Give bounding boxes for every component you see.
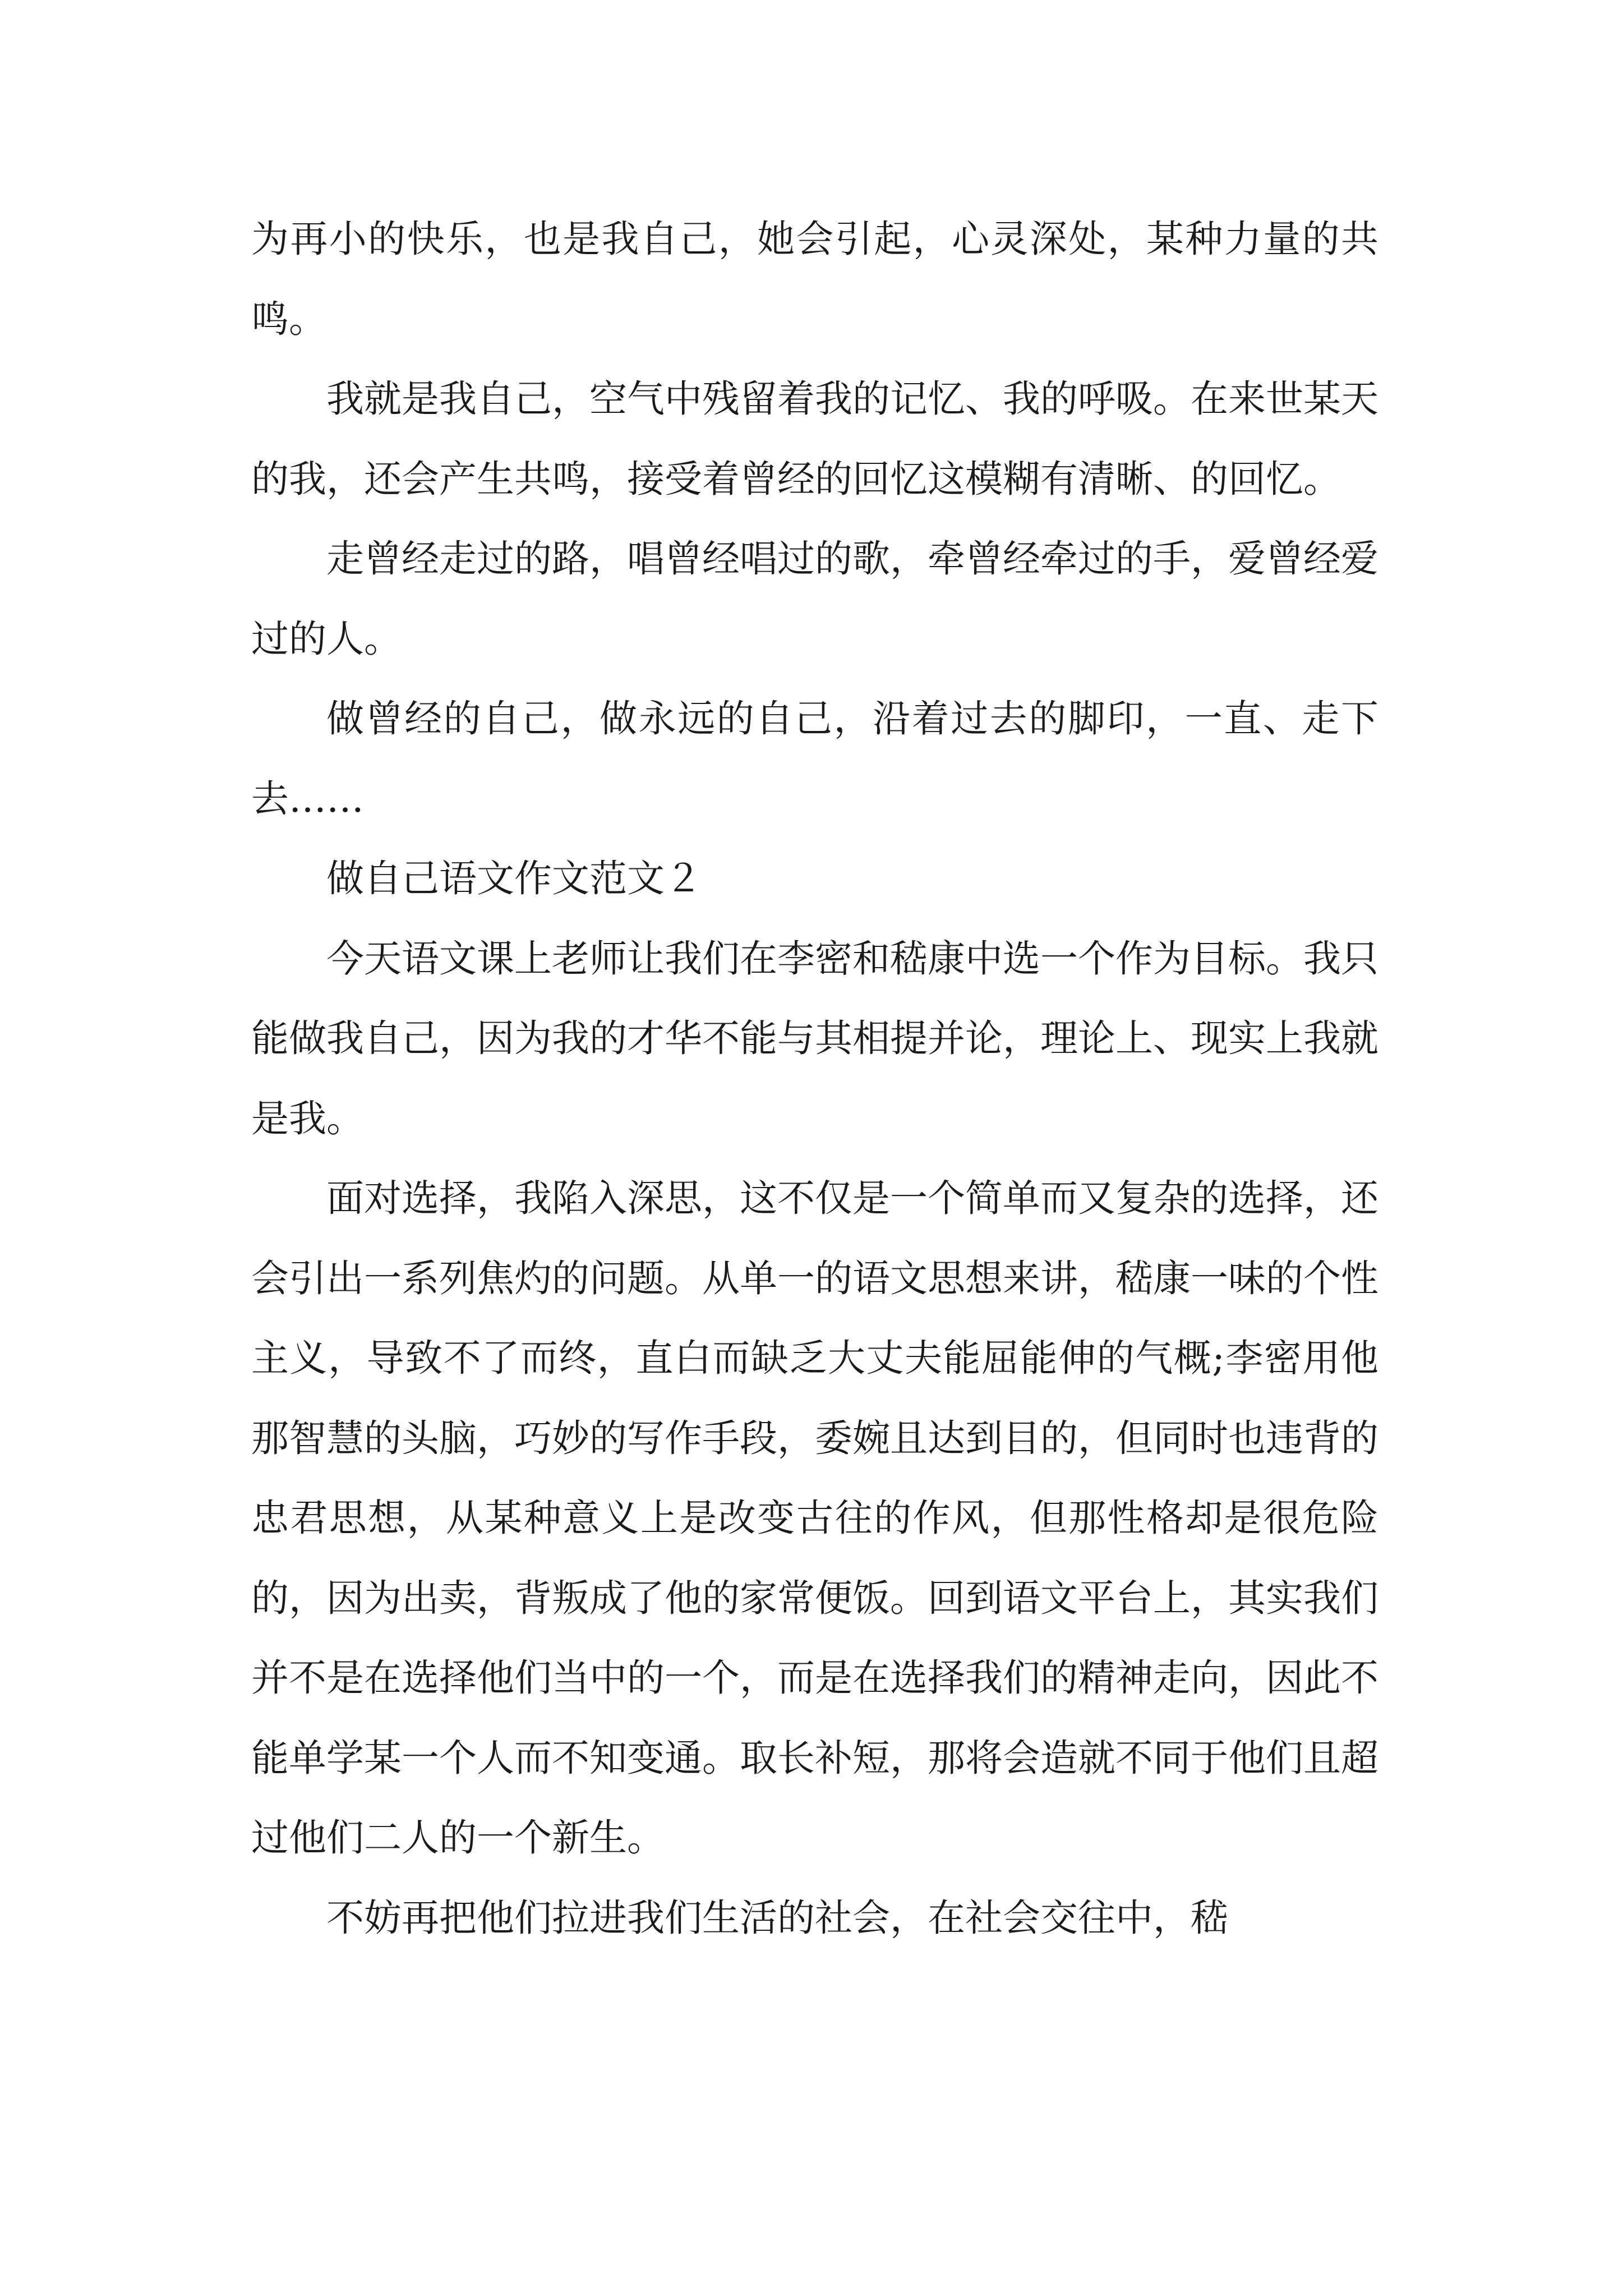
paragraph: 今天语文课上老师让我们在李密和嵇康中选一个作为目标。我只能做我自己，因为我的才华不能与其相提并论，理论上、现实上我就是我。: [251, 936, 1378, 1140]
paragraph: 不妨再把他们拉进我们生活的社会，在社会交往中，嵇: [326, 1895, 1228, 1940]
essay-heading: 做自己语文作文范文２: [326, 857, 702, 900]
paragraph: 走曾经走过的路，唱曾经唱过的歌，牵曾经牵过的手，爱曾经爱过的人。: [251, 537, 1378, 661]
paragraph: 面对选择，我陷入深思，这不仅是一个简单而又复杂的选择，还会引出一系列焦灼的问题。从单一的语文思想来讲，嵇康一味的个性主义，导致不了而终，直白而缺乏大丈夫能屈能伸的气概;李密用他那智慧的头脑，巧妙的写作手段，委婉且达到目的，但同时也违背的忠君思想，从某种意义上是改变古往的作风，但那性格却是很危险的，因为出卖，背叛成了他的家常便饭。回到语文平台上，其实我们并不是在选择他们当中的一个，而是在选择我们的精神走向，因此不能单学某一个人而不知变通。取长补短，那将会造就不同于他们且超过他们二人的一个新生。: [251, 1176, 1378, 1860]
paragraph: 我就是我自己，空气中残留着我的记忆、我的呼吸。在来世某天的我，还会产生共鸣，接受着曾经的回忆这模糊有清晰、的回忆。: [251, 377, 1378, 501]
paragraph: 做曾经的自己，做永远的自己，沿着过去的脚印，一直、走下去……: [251, 697, 1378, 821]
essay-body: [251, 199, 1378, 1958]
paragraph-continued: 为再小的快乐，也是我自己，她会引起，心灵深处，某种力量的共鸣。: [251, 217, 1378, 341]
